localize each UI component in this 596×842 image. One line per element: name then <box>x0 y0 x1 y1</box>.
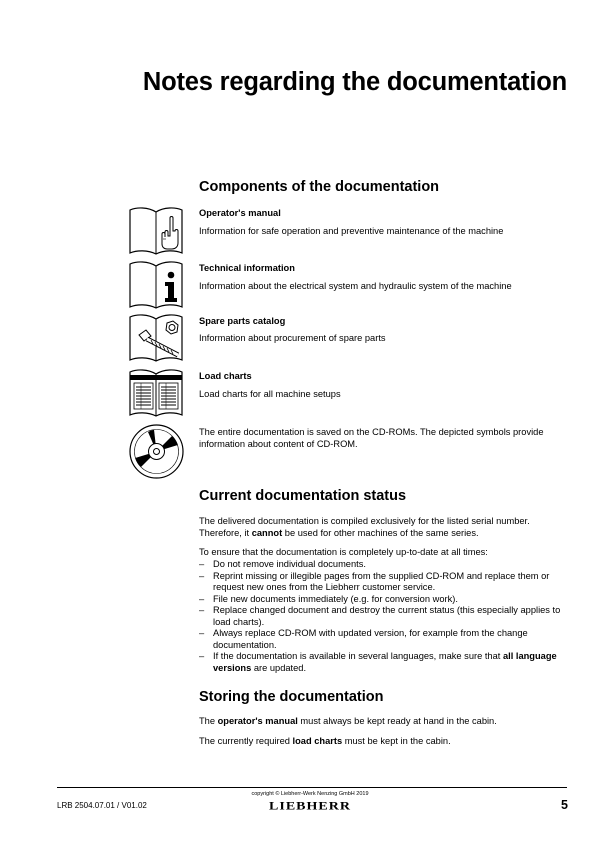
book-table-icon <box>127 368 185 418</box>
book-info-icon <box>127 260 185 310</box>
storing-text: The currently required <box>199 736 293 746</box>
book-bolt-nut-icon <box>127 313 185 363</box>
storing-emphasis: load charts <box>292 736 343 746</box>
copyright-notice: copyright © Liebherr-Werk Nenzing GmbH 2019 <box>251 791 369 797</box>
list-item-text: If the documentation is available in several languages, make sure that <box>213 651 503 661</box>
page-title: Notes regarding the documentation <box>142 68 567 96</box>
book-pointing-hand-icon <box>127 206 185 256</box>
status-text: The delivered documentation is compiled exclusively for the listed serial number. Therefore, it <box>199 516 530 538</box>
storing-emphasis: operator's manual <box>217 716 298 726</box>
operators-manual-description: Information for safe operation and preventive maintenance of the machine <box>199 226 504 236</box>
technical-information-title: Technical information <box>199 263 295 273</box>
list-item-text: are updated. <box>251 662 307 673</box>
list-item: – File new documents immediately (e.g. for conversion work). <box>199 594 569 606</box>
storing-text: The <box>199 716 218 726</box>
status-paragraph-1 <box>199 516 569 539</box>
cd-rom-icon <box>128 423 185 485</box>
spare-parts-catalog-description: Information about procurement of spare parts <box>199 333 386 343</box>
status-heading: Current documentation status <box>199 488 407 504</box>
page-number: 5 <box>561 798 568 812</box>
list-item <box>199 651 569 674</box>
status-paragraph-2: To ensure that the documentation is completely up-to-date at all times: <box>199 547 488 557</box>
storing-heading: Storing the documentation <box>199 689 384 705</box>
status-list <box>199 559 569 674</box>
list-item: – Do not remove individual documents. <box>199 559 569 571</box>
storing-text: must always be kept ready at hand in the cabin. <box>297 716 497 726</box>
load-charts-description: Load charts for all machine setups <box>199 389 341 399</box>
document-code: LRB 2504.07.01 / V01.02 <box>57 801 147 810</box>
storing-paragraph-2 <box>199 736 569 748</box>
cd-rom-note: The entire documentation is saved on the CD-ROMs. The depicted symbols provide information about content of CD-ROM. <box>199 427 544 449</box>
list-item: – Always replace CD-ROM with updated version, for example from the change documentation. <box>199 628 569 651</box>
storing-text: must be kept in the cabin. <box>342 736 451 746</box>
list-item-emphasis: all language versions <box>213 651 557 673</box>
liebherr-logo: LIEBHERR <box>269 800 351 813</box>
storing-paragraph-1 <box>199 716 569 728</box>
technical-information-description: Information about the electrical system and hydraulic system of the machine <box>199 281 512 291</box>
spare-parts-catalog-title: Spare parts catalog <box>199 316 286 326</box>
load-charts-title: Load charts <box>199 371 252 381</box>
list-item: – Reprint missing or illegible pages from the supplied CD-ROM and replace them or request new ones from the Liebherr customer service. <box>199 571 569 594</box>
components-heading: Components of the documentation <box>199 179 440 195</box>
status-emphasis: cannot <box>251 527 283 538</box>
list-item: – Replace changed document and destroy the current status (this especially applies to load charts). <box>199 605 569 628</box>
status-text: be used for other machines of the same series. <box>282 527 479 538</box>
footer-divider <box>57 787 567 788</box>
operators-manual-title: Operator's manual <box>199 208 281 218</box>
